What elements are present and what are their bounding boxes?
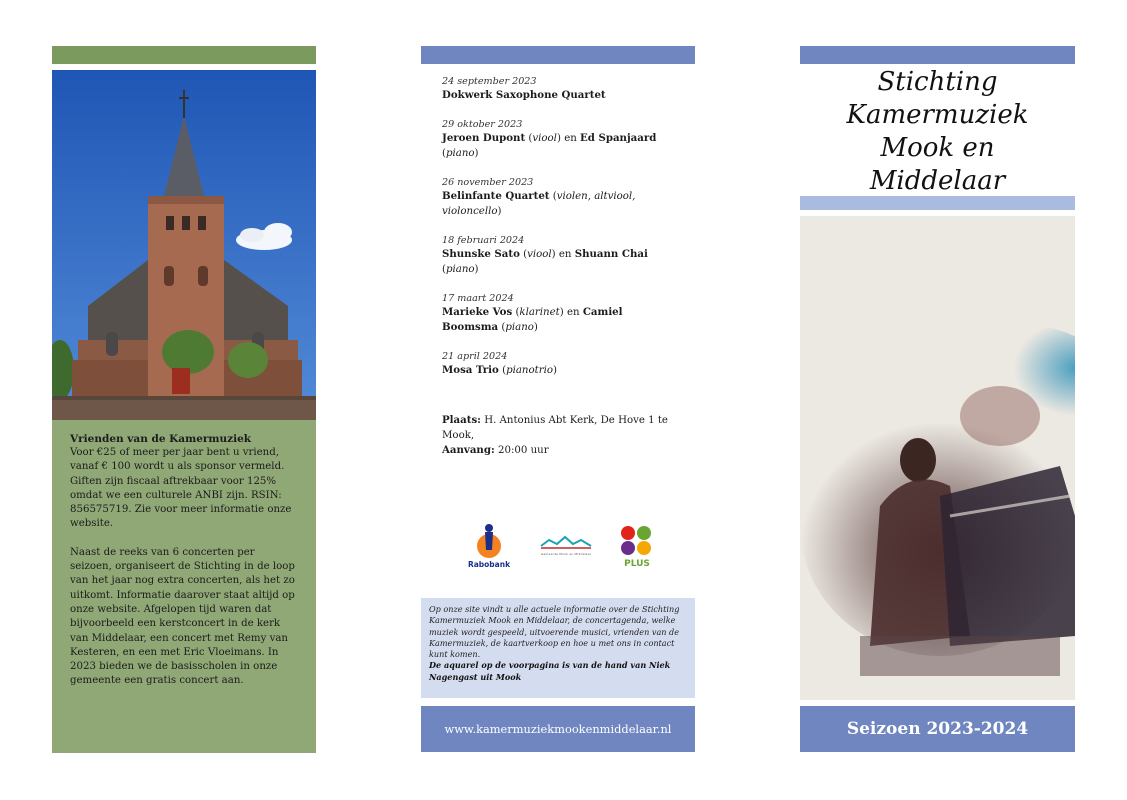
church-photo xyxy=(52,70,316,466)
concert-performer: Mosa Trio xyxy=(442,364,499,376)
concert-item: 17 maart 2024 Marieke Vos (klarinet) en Camiel Boomsma (piano) xyxy=(442,292,682,335)
friends-heading: Vrienden van de Kamermuziek xyxy=(70,433,252,445)
concert-date: 26 november 2023 xyxy=(442,177,534,188)
concert-performer: Ed Spanjaard xyxy=(580,132,657,144)
start-time-label: Aanvang: xyxy=(442,444,495,456)
gemeente-logo: Gemeente Mook en Middelaar xyxy=(539,534,593,562)
concert-performer: Shuann Chai xyxy=(574,248,648,260)
concert-date: 24 september 2023 xyxy=(442,76,537,87)
concert-instrument: piano xyxy=(445,148,475,159)
start-time-value: 20:00 uur xyxy=(497,445,549,456)
page-title: Stichting Kamermuziek Mook en Middelaar xyxy=(846,67,1029,196)
sponsor-logos xyxy=(465,520,665,570)
friends-info-box xyxy=(52,420,316,753)
pianist-watercolor xyxy=(800,216,1075,700)
middle-panel xyxy=(421,46,695,753)
left-panel xyxy=(52,46,316,753)
concert-performer: Shunske Sato xyxy=(442,248,520,260)
concert-item: 29 oktober 2023 Jeroen Dupont (viool) en Ed Spanjaard (piano) xyxy=(442,118,682,161)
friends-text: Voor €25 of meer per jaar bent u vriend, vanaf € 100 wordt u als sponsor vermeld. Giften zijn fiscaal aftrekbaar voor 125% omdat we een culturele ANBI zijn. RSIN: 856575719. Zie voor meer informatie onze website. xyxy=(70,447,292,530)
concert-list xyxy=(442,75,682,393)
concert-performer: Marieke Vos xyxy=(442,306,513,318)
painting-credit: De aquarel op de voorpagina is van de hand van Niek Nagengast uit Mook xyxy=(429,660,671,682)
rabobank-icon xyxy=(465,520,513,560)
concert-item: 21 april 2024 Mosa Trio (pianotrio) xyxy=(442,350,682,378)
concert-item: 18 februari 2024 Shunske Sato (viool) en Shuann Chai (piano) xyxy=(442,234,682,277)
concert-instrument: violen, altviool, violoncello xyxy=(442,191,636,217)
venue-value: H. Antonius Abt Kerk, De Hove 1 te Mook, xyxy=(442,415,668,441)
concert-item: 26 november 2023 Belinfante Quartet (violen, altviool, violoncello) xyxy=(442,176,682,219)
rabobank-logo: Rabobank xyxy=(465,520,513,570)
concert-instrument: pianotrio xyxy=(506,365,553,376)
gemeente-icon xyxy=(539,534,593,550)
top-accent-bar xyxy=(421,46,695,64)
extra-concerts-text: Naast de reeks van 6 concerten per seizoen, organiseert de Stichting in de loop van het jaar nog extra concerten, als het zo uitkomt. Informatie daarover staat altijd op onze website. Afgelopen tijd waren dat bijvoorbeeld een kerstconcert in de kerk van Middelaar, een concert met Remy van Kesteren, en een met Eric Vloeimans. In 2023 bieden we de basisscholen in onze gemeente een gratis concert aan. xyxy=(70,546,295,687)
website-info-box xyxy=(421,598,695,698)
concert-performer: Belinfante Quartet xyxy=(442,190,550,202)
concert-date: 17 maart 2024 xyxy=(442,293,514,304)
plus-logo: PLUS xyxy=(617,524,657,570)
concert-instrument: viool xyxy=(532,133,557,144)
venue-info xyxy=(442,413,682,459)
concert-performer: Jeroen Dupont xyxy=(442,132,526,144)
concert-performer: Dokwerk Saxophone Quartet xyxy=(442,89,606,101)
concert-instrument: piano xyxy=(445,264,475,275)
watercolor-painting xyxy=(800,216,1075,700)
concert-instrument: klarinet xyxy=(519,307,560,318)
venue-label: Plaats: xyxy=(442,414,481,426)
website-url[interactable]: www.kamermuziekmookenmiddelaar.nl xyxy=(421,706,695,752)
website-info-text: Op onze site vindt u alle actuele informatie over de Stichting Kamermuziek Mook en Middelaar, de concertagenda, welke muziek wordt gespeeld, uitvoerende musici, vrienden van de Kamermuziek, de kaartverkoop en hoe u met ons in contact kunt komen. xyxy=(429,604,680,660)
concert-item xyxy=(442,75,682,103)
concert-instrument: piano xyxy=(505,322,534,333)
divider-bar xyxy=(800,196,1075,210)
concert-instrument: viool xyxy=(527,249,552,260)
concert-date: 21 april 2024 xyxy=(442,351,508,362)
concert-performer: Camiel Boomsma xyxy=(442,306,623,333)
concert-date: 18 februari 2024 xyxy=(442,235,525,246)
church-illustration xyxy=(52,70,316,466)
season-label: Seizoen 2023-2024 xyxy=(800,706,1075,752)
concert-date: 29 oktober 2023 xyxy=(442,119,523,130)
top-accent-bar xyxy=(52,46,316,64)
plus-icon xyxy=(617,524,657,558)
right-panel xyxy=(800,46,1075,753)
top-accent-bar xyxy=(800,46,1075,64)
